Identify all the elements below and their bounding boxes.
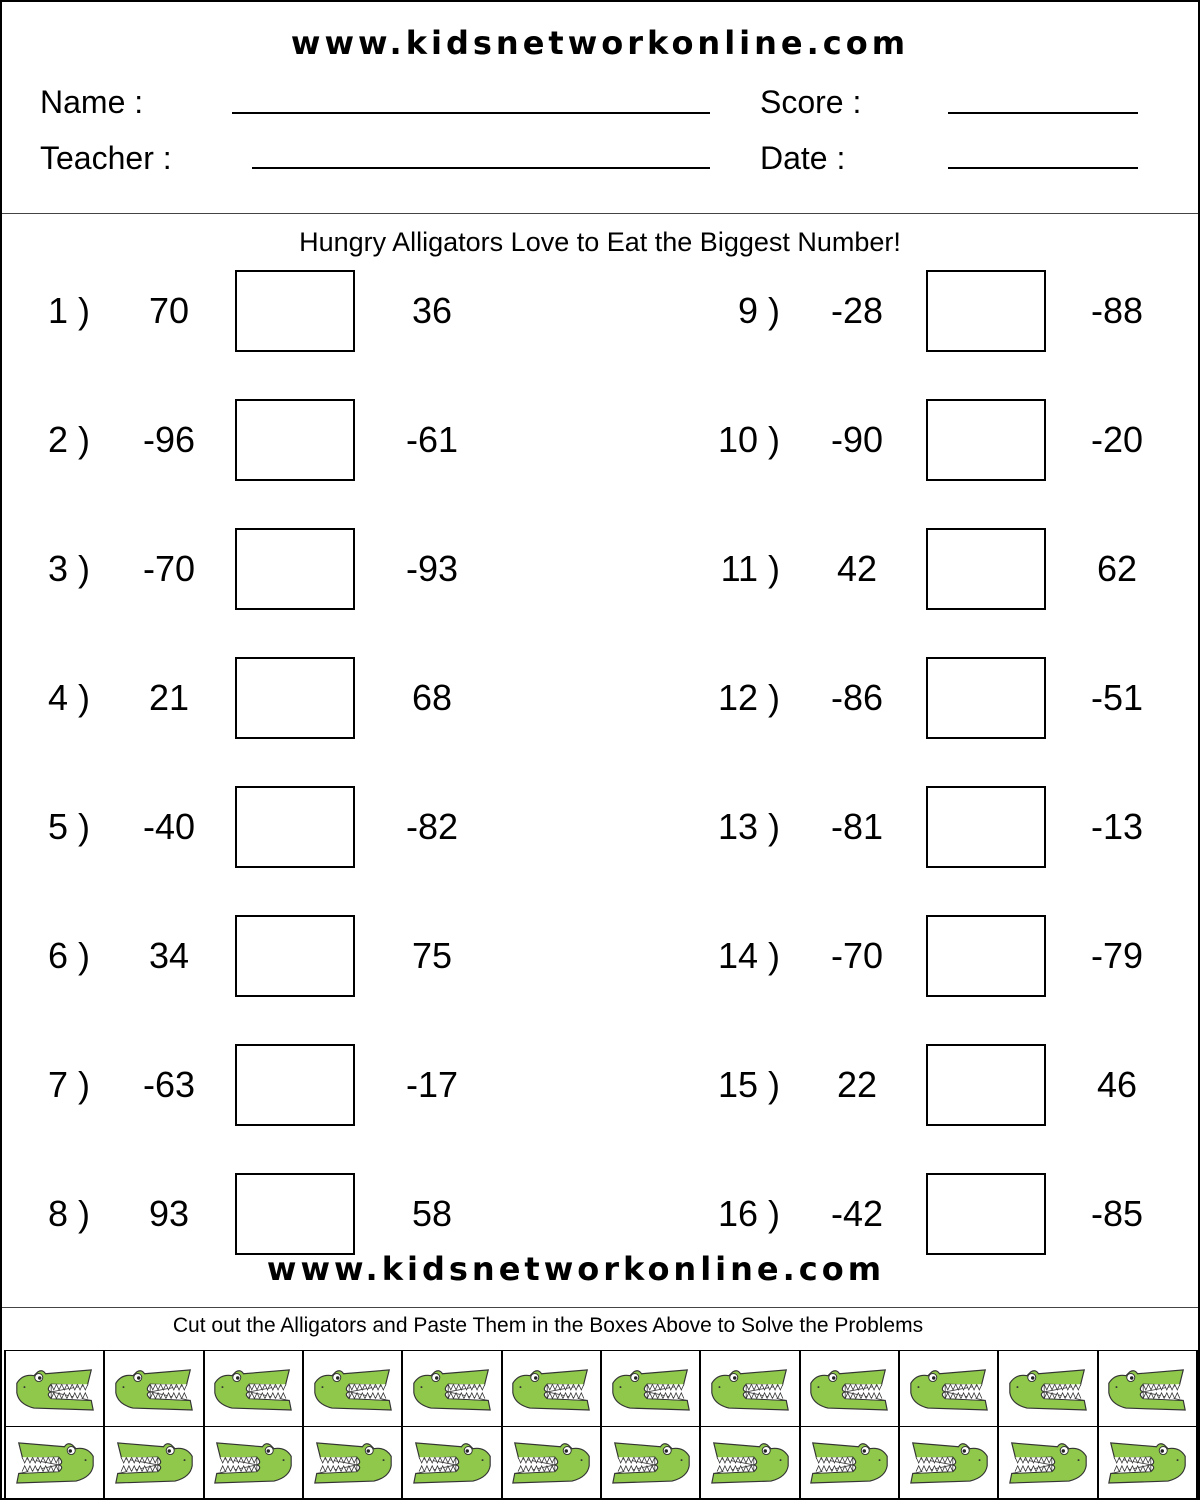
alligator-icon: [410, 1363, 494, 1415]
first-number: -81: [830, 806, 884, 847]
problem-row: [2, 270, 1198, 352]
second-number: -13: [1090, 806, 1144, 847]
alligator-icon: [211, 1363, 295, 1415]
second-number: 36: [411, 290, 453, 331]
problem-number: 4 ): [47, 677, 90, 718]
problem-number: 7 ): [47, 1064, 90, 1105]
first-number: -70: [830, 935, 884, 976]
problem-number: 10 ): [717, 419, 780, 460]
problem-row: [2, 657, 1198, 739]
second-number: 68: [411, 677, 453, 718]
date-label: Date :: [760, 140, 846, 176]
first-number: -28: [830, 290, 884, 331]
problem-row: [2, 915, 1198, 997]
date-field[interactable]: [948, 167, 1138, 169]
alligator-cutout[interactable]: [304, 1351, 403, 1426]
answer-box[interactable]: [926, 657, 1046, 739]
alligator-strip-row-2: [4, 1426, 1198, 1498]
first-number: -90: [830, 419, 884, 460]
second-number: 62: [1096, 548, 1138, 589]
first-number: -96: [142, 419, 196, 460]
teacher-field[interactable]: [252, 167, 710, 169]
alligator-cutout[interactable]: [900, 1351, 999, 1426]
alligator-icon: [410, 1436, 494, 1488]
problem-number: 16 ): [717, 1193, 780, 1234]
alligator-cutout[interactable]: [205, 1426, 304, 1498]
second-number: 75: [411, 935, 453, 976]
site-url-header: www.kidsnetworkonline.com: [290, 24, 910, 62]
alligator-cutout[interactable]: [900, 1426, 999, 1498]
alligator-icon: [311, 1363, 395, 1415]
answer-box[interactable]: [926, 786, 1046, 868]
site-url-footer: www.kidsnetworkonline.com: [266, 1250, 886, 1288]
alligator-icon: [1105, 1363, 1189, 1415]
problem-row: [2, 1044, 1198, 1126]
second-number: -17: [405, 1064, 459, 1105]
problem-number: 14 ): [717, 935, 780, 976]
alligator-icon: [1006, 1436, 1090, 1488]
alligator-icon: [112, 1363, 196, 1415]
alligator-cutout[interactable]: [503, 1426, 602, 1498]
answer-box[interactable]: [926, 399, 1046, 481]
first-number: 93: [148, 1193, 190, 1234]
alligator-cutout[interactable]: [4, 1351, 105, 1426]
second-number: 46: [1096, 1064, 1138, 1105]
name-field[interactable]: [232, 112, 710, 114]
second-number: 58: [411, 1193, 453, 1234]
alligator-cutout[interactable]: [701, 1351, 800, 1426]
cut-instructions: Cut out the Alligators and Paste Them in the Boxes Above to Solve the Problems: [172, 1314, 924, 1337]
alligator-cutout[interactable]: [304, 1426, 403, 1498]
alligator-cutout[interactable]: [602, 1426, 701, 1498]
second-number: -20: [1090, 419, 1144, 460]
footer-divider: [2, 1307, 1198, 1308]
alligator-cutout[interactable]: [105, 1351, 204, 1426]
alligator-icon: [708, 1363, 792, 1415]
second-number: -51: [1090, 677, 1144, 718]
problem-row: [2, 1173, 1198, 1255]
first-number: -63: [142, 1064, 196, 1105]
alligator-strip-row-1: [4, 1350, 1198, 1427]
alligator-icon: [609, 1436, 693, 1488]
first-number: 42: [836, 548, 878, 589]
first-number: 34: [148, 935, 190, 976]
alligator-cutout[interactable]: [801, 1426, 900, 1498]
second-number: -82: [405, 806, 459, 847]
problem-number: 5 ): [47, 806, 90, 847]
second-number: -93: [405, 548, 459, 589]
problem-number: 1 ): [47, 290, 90, 331]
alligator-icon: [1105, 1436, 1189, 1488]
alligator-cutout[interactable]: [999, 1351, 1098, 1426]
alligator-cutout[interactable]: [403, 1426, 502, 1498]
answer-box[interactable]: [926, 270, 1046, 352]
second-number: -88: [1090, 290, 1144, 331]
problem-row: [2, 528, 1198, 610]
second-number: -61: [405, 419, 459, 460]
worksheet-title: Hungry Alligators Love to Eat the Biggest Number!: [299, 227, 901, 257]
teacher-label: Teacher :: [40, 140, 172, 176]
name-label: Name :: [40, 84, 144, 120]
answer-box[interactable]: [926, 1044, 1046, 1126]
alligator-icon: [13, 1363, 97, 1415]
alligator-icon: [311, 1436, 395, 1488]
alligator-cutout[interactable]: [999, 1426, 1098, 1498]
alligator-cutout[interactable]: [403, 1351, 502, 1426]
alligator-icon: [1006, 1363, 1090, 1415]
problem-row: [2, 786, 1198, 868]
problem-number: 2 ): [47, 419, 90, 460]
alligator-icon: [609, 1363, 693, 1415]
problem-number: 6 ): [47, 935, 90, 976]
score-label: Score :: [760, 84, 862, 120]
alligator-cutout[interactable]: [602, 1351, 701, 1426]
alligator-icon: [907, 1436, 991, 1488]
alligator-cutout[interactable]: [801, 1351, 900, 1426]
problem-number: 13 ): [717, 806, 780, 847]
problem-number: 15 ): [717, 1064, 780, 1105]
problem-number: 3 ): [47, 548, 90, 589]
alligator-cutout[interactable]: [4, 1426, 105, 1498]
alligator-icon: [509, 1436, 593, 1488]
first-number: -70: [142, 548, 196, 589]
alligator-icon: [509, 1363, 593, 1415]
alligator-cutout[interactable]: [701, 1426, 800, 1498]
alligator-icon: [907, 1363, 991, 1415]
second-number: -85: [1090, 1193, 1144, 1234]
answer-box[interactable]: [926, 528, 1046, 610]
alligator-cutout[interactable]: [105, 1426, 204, 1498]
alligator-cutout[interactable]: [503, 1351, 602, 1426]
alligator-icon: [807, 1436, 891, 1488]
alligator-icon: [13, 1436, 97, 1488]
first-number: -40: [142, 806, 196, 847]
alligator-icon: [112, 1436, 196, 1488]
problem-number: 8 ): [47, 1193, 90, 1234]
first-number: 21: [148, 677, 190, 718]
problem-row: [2, 399, 1198, 481]
second-number: -79: [1090, 935, 1144, 976]
answer-box[interactable]: [926, 1173, 1046, 1255]
alligator-icon: [708, 1436, 792, 1488]
first-number: 70: [148, 290, 190, 331]
score-field[interactable]: [948, 112, 1138, 114]
alligator-icon: [211, 1436, 295, 1488]
first-number: -42: [830, 1193, 884, 1234]
problem-number: 12 ): [717, 677, 780, 718]
problem-number: 11 ): [720, 548, 780, 589]
alligator-cutout[interactable]: [205, 1351, 304, 1426]
answer-box[interactable]: [926, 915, 1046, 997]
first-number: 22: [836, 1064, 878, 1105]
alligator-icon: [807, 1363, 891, 1415]
first-number: -86: [830, 677, 884, 718]
problem-number: 9 ): [737, 290, 780, 331]
alligator-cutout[interactable]: [1099, 1426, 1198, 1498]
header-divider: [2, 213, 1198, 214]
alligator-cutout[interactable]: [1099, 1351, 1198, 1426]
